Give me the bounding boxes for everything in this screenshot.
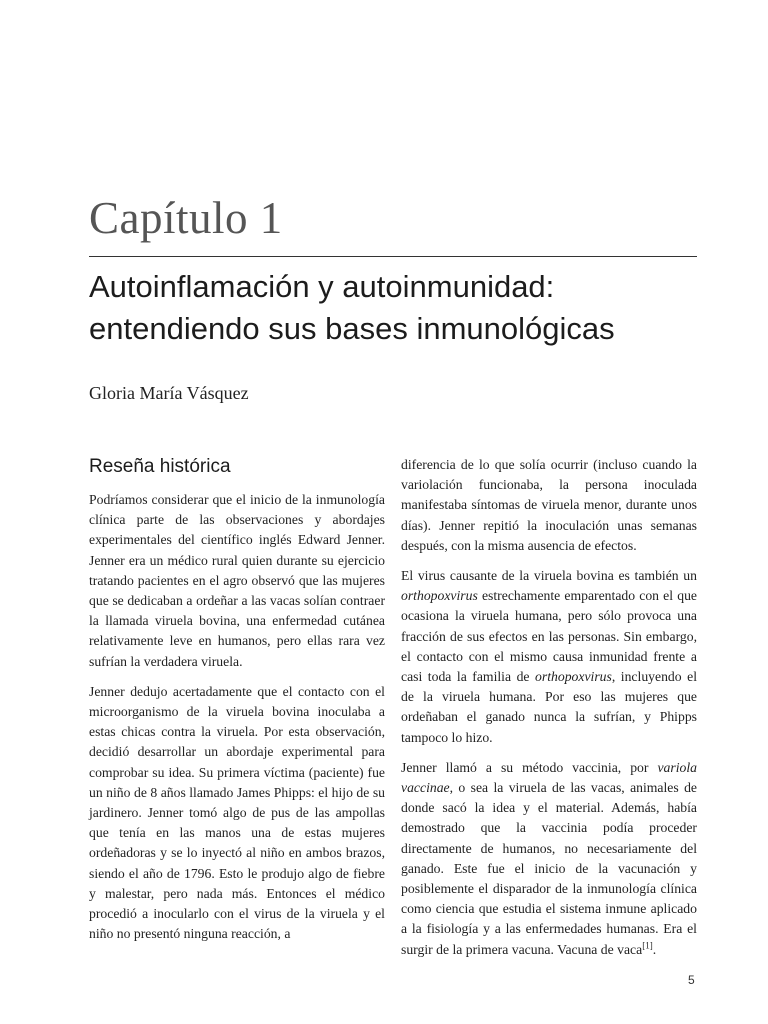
text-run: . [652,941,657,957]
page-number: 5 [688,973,695,987]
citation-reference[interactable]: [1] [642,940,653,951]
paragraph: Podríamos considerar que el inicio de la inmunología clínica parte de las observaciones y abordajes experimentales del científico inglés Edward Jenner. Jenner era un médico rural quien durante su ejercicio tratando pacientes en el agro observó que las mujeres que se dedicaban a ordeñar a las vacas solían contraer la llamada viruela bovina, una enfermedad cutánea relativamente leve en humanos, pero ellas rara vez sufrían la verdadera viruela. [89,492,385,669]
title-divider [89,256,697,257]
left-column [89,452,385,954]
text-run: Jenner llamó a su método vaccinia, por [401,759,658,775]
paragraph: Jenner dedujo acertadamente que el contacto con el microorganismo de la viruela bovina inoculaba a estas chicas contra la viruela. Por esta observación, decidió desarrollar un abordaje experimental para comprobar su idea. Su primera víctima (paciente) fue un niño de 8 años llamado James Phipps: el hijo de su jardinero. Jenner tomó algo de pus de las ampollas que tenía en las manos una de estas mujeres ordeñadoras y se lo inyectó al niño en ambos brazos, siendo el año de 1796. Esto le produjo algo de fiebre y malestar, pero nada más. Entonces el médico procedió a inocularlo con el virus de la viruela y el niño no presentó ninguna reacción, a [89,683,385,942]
chapter-number: Capítulo 1 [89,193,283,243]
text-run: , o sea la viruela de las vacas, animales de donde sacó la idea y el material. Además, había demostrado que la vaccinia podía proceder directamente de humanos, no necesariamente del ganado. Este fue el inicio de la vacunación y posiblemente el disparador de la inmunología clínica como ciencia que estudia el sistema inmune aplicado a la fisiología y a las enfermedades humanas. Era el surgir de la primera vacuna. Vacuna de vaca [401,780,697,957]
author-name: Gloria María Vásquez [89,383,249,403]
right-column [401,455,697,970]
italic-term: orthopoxvirus [401,588,478,604]
paragraph [401,758,697,960]
text-run: estrechamente emparentado con el que ocasiona la viruela humana, pero sólo provoca una fracción de sus efectos en las personas. Sin embargo, el contacto con el mismo causa inmunidad frente a casi toda la familia de [401,588,697,685]
text-run: , incluyendo el de la viruela humana. Por eso las mujeres que ordeñaban el ganado nunca la sufrían, y Phipps tampoco lo hizo. [401,669,698,745]
text-run: El virus causante de la viruela bovina es también un [401,568,697,584]
chapter-title-line-2: entendiendo sus bases inmunológicas [89,311,615,346]
paragraph: diferencia de lo que solía ocurrir (incluso cuando la variolación funcionaba, la persona inoculada manifestaba síntomas de viruela menor, durante unos días). Jenner repitió la inoculación unas semanas después, con la misma ausencia de efectos. [401,457,697,553]
paragraph [401,566,697,748]
italic-term: variola vaccinae [401,759,697,796]
section-heading: Reseña histórica [89,456,231,477]
chapter-title [89,266,709,350]
italic-term: orthopoxvirus [535,669,612,685]
chapter-title-line-1: Autoinflamación y autoinmunidad: [89,269,555,304]
